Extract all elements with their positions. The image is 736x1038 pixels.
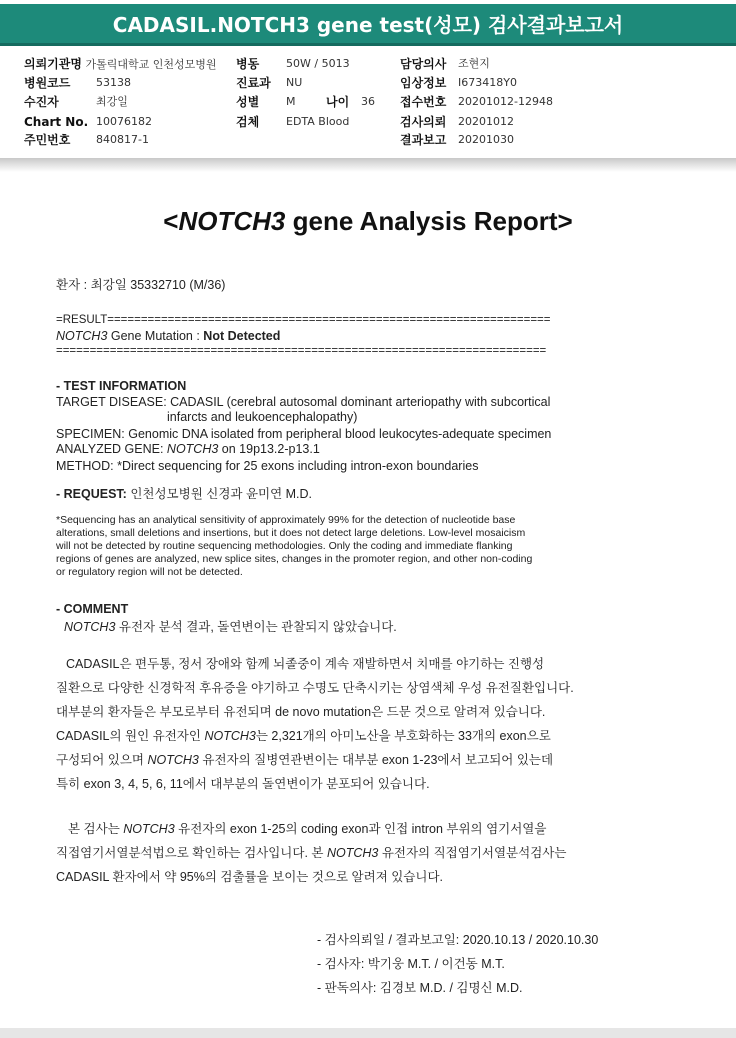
result-text: Gene Mutation : <box>107 329 204 343</box>
department-label: 진료과 <box>236 76 271 90</box>
comment-gene: NOTCH3 <box>64 620 116 634</box>
target-disease-line-2: infarcts and leukoencephalopathy) <box>167 410 358 424</box>
disclaimer-line-2: alterations, small deletions and insertions, but it does not detect large deletions. Low-level mosaicism <box>56 527 526 539</box>
age-value: 36 <box>361 95 375 108</box>
para2-line-1-b: 유전자의 exon 1-25의 coding exon과 인접 intron 부위의 염기서열을 <box>174 822 547 836</box>
disclaimer-line-4: regions of genes are analyzed, new splice sites, changes in the promoter region, and other non-coding <box>56 553 533 565</box>
para2-line-2-gene: NOTCH3 <box>326 846 379 860</box>
ward-value: 50W / 5013 <box>286 57 350 70</box>
disclaimer-line-5: or regulatory region will not be detected. <box>56 566 243 578</box>
method-line: METHOD: *Direct sequencing for 25 exons including intron-exon boundaries <box>56 459 479 473</box>
specimen-value: EDTA Blood <box>286 115 350 128</box>
specimen-label: 검체 <box>236 115 260 129</box>
para2-line-2-b: 유전자의 직접염기서열분석검사는 <box>378 846 567 860</box>
hospital-code-row <box>24 76 70 91</box>
para1-line-5-a: 구성되어 있으며 <box>56 753 148 767</box>
disclaimer-line-3: will not be detected by routine sequencing methodologies. Only the coding and immediate flanking <box>56 540 513 552</box>
para1-line-4-gene: NOTCH3 <box>204 729 256 743</box>
analyzed-gene-line <box>56 442 320 457</box>
examinee-label: 수진자 <box>24 95 59 109</box>
clinical-info-label: 임상정보 <box>400 76 447 90</box>
sex-label: 성별 <box>236 95 260 109</box>
report-title-open: < <box>163 206 179 236</box>
request-line <box>56 487 312 502</box>
age-label: 나이 <box>326 95 350 109</box>
para2-line-2-a: 직접염기서열분석법으로 확인하는 검사입니다. 본 <box>56 846 327 860</box>
test-info-heading: - TEST INFORMATION <box>56 379 187 393</box>
report-date-label: 결과보고 <box>400 133 447 147</box>
examinee-row <box>24 95 59 110</box>
disclaimer-line-1: *Sequencing has an analytical sensitivity of approximately 99% for the detection of nucleotide base <box>56 514 516 526</box>
request-heading: - REQUEST: <box>56 487 127 501</box>
para2-line-1 <box>68 822 546 837</box>
chart-no-row <box>24 115 88 130</box>
institution-row <box>24 57 216 72</box>
id-no-label: 주민번호 <box>24 133 71 147</box>
para2-line-3: CADASIL 환자에서 약 95%의 검출률을 보이는 것으로 알려져 있습니다. <box>56 870 444 884</box>
request-value: 인천성모병원 신경과 윤미연 M.D. <box>126 487 313 501</box>
para2-line-1-gene: NOTCH3 <box>123 822 175 836</box>
id-no-value: 840817-1 <box>96 133 149 146</box>
para1-line-1: CADASIL은 편두통, 정서 장애와 함께 뇌졸중이 계속 재발하면서 치매를 야기하는 진행성 <box>66 657 545 671</box>
doctor-label: 담당의사 <box>400 57 447 71</box>
report-title-gene: NOTCH3 <box>178 206 286 236</box>
signature-dates: - 검사의뢰일 / 결과보고일: 2020.10.13 / 2020.10.30 <box>317 933 599 947</box>
para1-line-4 <box>56 729 551 744</box>
result-gene: NOTCH3 <box>56 329 108 343</box>
request-date-value: 20201012 <box>458 115 514 128</box>
para2-line-2 <box>56 846 566 861</box>
analyzed-gene-suffix: on 19p13.2-p13.1 <box>218 442 320 456</box>
analyzed-gene-name: NOTCH3 <box>166 442 219 456</box>
ward-label: 병동 <box>236 57 260 71</box>
signature-reader: - 판독의사: 김경보 M.D. / 김명신 M.D. <box>317 981 523 995</box>
result-value: Not Detected <box>203 329 281 343</box>
hospital-code-value: 53138 <box>96 76 131 89</box>
para2-line-1-a: 본 검사는 <box>68 822 124 836</box>
comment-heading: - COMMENT <box>56 602 129 616</box>
target-disease-line-1: TARGET DISEASE: CADASIL (cerebral autosomal dominant arteriopathy with subcortical <box>56 395 551 409</box>
signature-tester: - 검사자: 박기웅 M.T. / 이건동 M.T. <box>317 957 505 971</box>
specimen-line: SPECIMEN: Genomic DNA isolated from peripheral blood leukocytes-adequate specimen <box>56 427 552 441</box>
para1-line-5-b: 유전자의 질병연관변이는 대부분 exon 1-23에서 보고되어 있는데 <box>198 753 554 767</box>
receipt-no-value: 20201012-12948 <box>458 95 553 108</box>
para1-line-3: 대부분의 환자들은 부모로부터 유전되며 de novo mutation은 드문 것으로 알려져 있습니다. <box>56 705 546 719</box>
institution-label: 의뢰기관명 <box>24 57 82 71</box>
sex-value: M <box>286 95 296 108</box>
doctor-value: 조현지 <box>458 57 490 70</box>
receipt-no-label: 접수번호 <box>400 95 447 109</box>
para1-line-5-gene: NOTCH3 <box>147 753 199 767</box>
examinee-value: 최강일 <box>96 95 128 108</box>
report-header-title: CADASIL.NOTCH3 gene test(성모) 검사결과보고서 <box>0 4 736 46</box>
chart-no-value: 10076182 <box>96 115 152 128</box>
result-header: =RESULT================================================================== <box>56 314 551 326</box>
result-footer: ========================================================================= <box>56 345 547 357</box>
para1-line-6: 특히 exon 3, 4, 5, 6, 11에서 대부분의 돌연변이가 분포되어 있습니다. <box>56 777 430 791</box>
clinical-info-value: I673418Y0 <box>458 76 517 89</box>
report-date-value: 20201030 <box>458 133 514 146</box>
chart-no-label: Chart No. <box>24 115 89 129</box>
report-title <box>0 206 736 237</box>
para1-line-4-b: 는 2,321개의 아미노산을 부호화하는 33개의 exon으로 <box>255 729 551 743</box>
para1-line-2: 질환으로 다양한 신경학적 후유증을 야기하고 수명도 단축시키는 상염색체 우성 유전질환입니다. <box>56 681 574 695</box>
comment-result-line <box>64 620 397 635</box>
id-no-row <box>24 133 70 148</box>
page-footer-band <box>0 1028 736 1038</box>
request-date-label: 검사의뢰 <box>400 115 447 129</box>
hospital-code-label: 병원코드 <box>24 76 71 90</box>
result-line <box>56 329 280 344</box>
para1-line-5 <box>56 753 553 768</box>
comment-result: 유전자 분석 결과, 돌연변이는 관찰되지 않았습니다. <box>115 620 397 634</box>
patient-line: 환자 : 최강일 35332710 (M/36) <box>56 278 226 292</box>
para1-line-4-a: CADASIL의 원인 유전자인 <box>56 729 205 743</box>
header-divider <box>0 158 736 172</box>
report-title-rest: gene Analysis Report> <box>285 206 573 236</box>
institution-value: 가톨릭대학교 인천성모병원 <box>85 58 217 71</box>
analyzed-gene-prefix: ANALYZED GENE: <box>56 442 167 456</box>
department-value: NU <box>286 76 303 89</box>
